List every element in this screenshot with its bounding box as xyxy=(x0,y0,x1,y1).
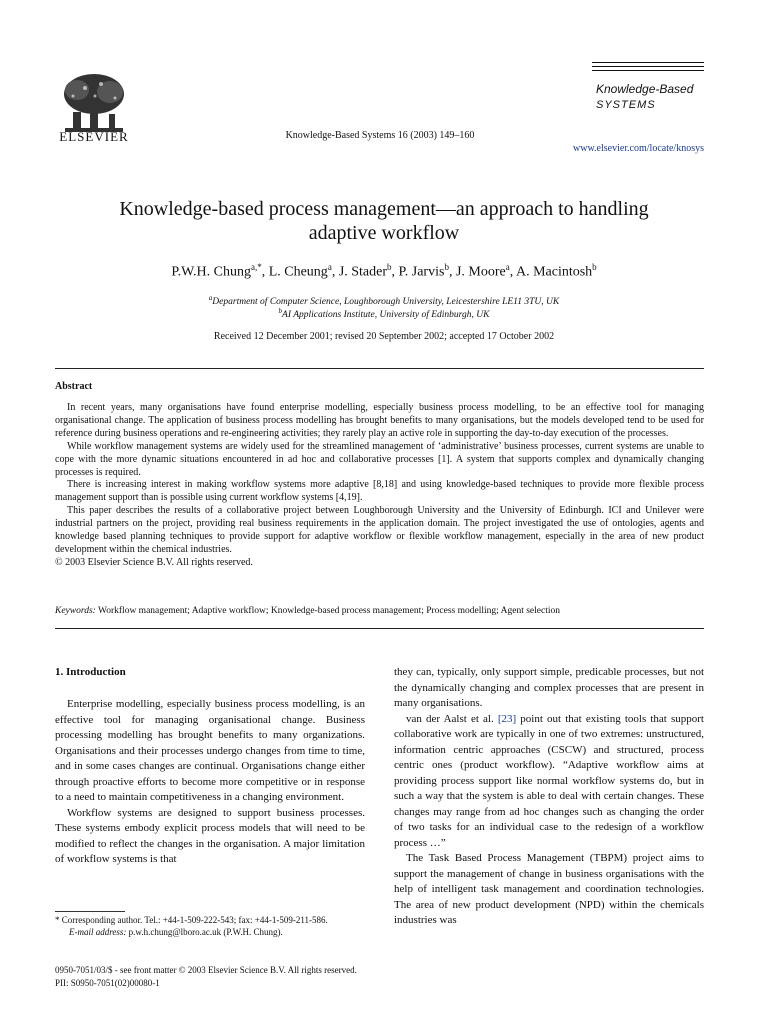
right-column xyxy=(394,665,704,929)
author-affiliation-mark: a xyxy=(327,262,332,272)
email-address: p.w.h.chung@lboro.ac.uk (P.W.H. Chung). xyxy=(126,927,283,937)
journal-logo xyxy=(592,62,704,110)
author-name: P. Jarvis xyxy=(398,264,445,280)
affiliation-text: Department of Computer Science, Loughborough University, Leicestershire LE11 3TU, UK xyxy=(212,297,560,308)
body-paragraph: they can, typically, only support simple, predicable processes, but not the dynamically changing and complex processes that are present in many organisations. xyxy=(394,666,704,709)
paper-title-line-2: adaptive workflow xyxy=(308,222,460,244)
author-affiliation-mark: b xyxy=(387,262,392,272)
author-name: J. Moore xyxy=(455,264,506,280)
received-dates: Received 12 December 2001; revised 20 September 2002; accepted 17 October 2002 xyxy=(213,331,555,342)
body-paragraph: The Task Based Process Management (TBPM) project aims to support the management of change in business organisations with the help of intelligent task management and coordination technologies. The area of new product development (NPD) within the chemicals industries was xyxy=(394,852,704,926)
author-affiliation-mark: a,* xyxy=(250,262,262,272)
email-label: E-mail address: xyxy=(69,927,127,937)
author-affiliation-mark: a xyxy=(505,262,510,272)
keywords-label: Keywords: xyxy=(55,606,96,616)
affiliation xyxy=(60,294,708,307)
footnote-contact: * Corresponding author. Tel.: +44-1-509-222-543; fax: +44-1-509-211-586. xyxy=(55,915,328,925)
publisher-name: ELSEVIER xyxy=(59,129,129,144)
left-column xyxy=(55,697,365,868)
body-text: van der Aalst et al. xyxy=(406,712,498,725)
author-name: P.W.H. Chung xyxy=(171,264,251,280)
author-name: J. Stader xyxy=(338,264,388,280)
affiliation-mark: b xyxy=(278,307,283,315)
footnote-email xyxy=(55,926,367,938)
author-separator: , xyxy=(391,264,399,280)
paper-title xyxy=(60,197,708,245)
author-list xyxy=(60,262,708,281)
paper-title-line-1: Knowledge-based process management—an approach to handling xyxy=(119,198,649,220)
affiliation xyxy=(60,307,708,320)
abstract-paragraph: There is increasing interest in making workflow systems more adaptive [8,18] and using knowledge-based techniques to provide more flexible process management support than is possible using current workflow systems [4,19]. xyxy=(55,479,704,504)
abstract-body xyxy=(55,402,704,570)
author-separator: , xyxy=(261,264,269,280)
affiliation-mark: a xyxy=(208,294,213,302)
body-text: point out that existing tools that support collaborative work are typically in one of two extremes: unstructured, information centric approaches (CSCW) and structured, process centric ones (product workflow). “Adaptive workflow aims at providing process support like normal workflow systems do, but in such a way that the system is able to deal with certain changes. These changes may range from ad hoc changes such as changing the order of two tasks for an individual case to the redesign of a workflow process …” xyxy=(394,712,704,849)
journal-url-link[interactable]: www.elsevier.com/locate/knosys xyxy=(573,143,704,154)
journal-logo-title: Knowledge-Based xyxy=(596,82,694,96)
abstract-copyright: © 2003 Elsevier Science B.V. All rights reserved. xyxy=(55,556,253,568)
journal-logo-subtitle: SYSTEMS xyxy=(596,99,656,111)
author-affiliation-mark: b xyxy=(592,262,597,272)
abstract-paragraph: This paper describes the results of a collaborative project between Loughborough University and the University of Edinburgh. ICI and Unilever were industrial partners on the project, providing real business requirements in the application domain. The project investigated the use of ontologies, agents and knowledge based planning techniques to provide support for adaptive workflow or flexible workflow management, especially in the area of new product development within the chemical industries. xyxy=(55,505,704,555)
author-separator: , xyxy=(331,264,339,280)
body-paragraph: Workflow systems are designed to support business processes. These systems embody explicit process models that will need to be modified to reflect the changes in the organisation. A major limitation of workflow systems is that xyxy=(55,806,365,865)
author-separator: , xyxy=(509,264,516,280)
keywords-text: Workflow management; Adaptive workflow; Knowledge-based process management; Process modelling; Agent selection xyxy=(95,606,560,616)
footnote-divider xyxy=(55,911,125,912)
abstract-paragraph: While workflow management systems are widely used for the streamlined management of ‘administrative’ business processes, current systems are unable to cope with the more dynamic situations encountered in ad hoc and collaborative processes [1]. A system that supports complex and dynamically changing processes is required. xyxy=(55,440,704,478)
body-paragraph xyxy=(394,712,704,852)
author-name: A. Macintosh xyxy=(515,264,593,280)
section-heading: 1. Introduction xyxy=(55,666,126,678)
front-matter xyxy=(55,964,357,989)
citation-link[interactable]: [23] xyxy=(497,712,517,725)
front-matter-issn: 0950-7051/03/$ - see front matter © 2003 Elsevier Science B.V. All rights reserved. xyxy=(55,965,357,975)
author-separator: , xyxy=(448,264,456,280)
author-name: L. Cheung xyxy=(268,264,328,280)
keywords xyxy=(55,606,704,616)
divider xyxy=(55,368,704,369)
affiliation-text: AI Applications Institute, University of Edinburgh, UK xyxy=(282,310,490,321)
journal-reference: Knowledge-Based Systems 16 (2003) 149–160 xyxy=(285,130,475,141)
divider xyxy=(55,628,704,629)
body-paragraph: Enterprise modelling, especially business process modelling, is an effective tool for managing organisational change. Business processing modelling has brought benefits to many organizations. Organisations and their processes undergo changes from time to time, and in some cases changes are continual. Organisations change either through proactive efforts to become more competitive or in response to a need to maintain competitiveness in a changing environment. xyxy=(55,698,365,803)
front-matter-pii: PII: S0950-7051(02)00080-1 xyxy=(55,977,160,988)
footnote xyxy=(55,914,367,938)
author-affiliation-mark: b xyxy=(444,262,449,272)
abstract-paragraph: In recent years, many organisations have found enterprise modelling, especially business process modelling, to be an effective tool for managing organisational change. The application of business process modelling has brought benefits to many organisations, but the models developed tend to be used for reference during business operations and re-engineering activities; they rarely play an active role in supporting the day-to-day execution of the processes. xyxy=(55,402,704,439)
abstract-heading: Abstract xyxy=(55,381,93,392)
